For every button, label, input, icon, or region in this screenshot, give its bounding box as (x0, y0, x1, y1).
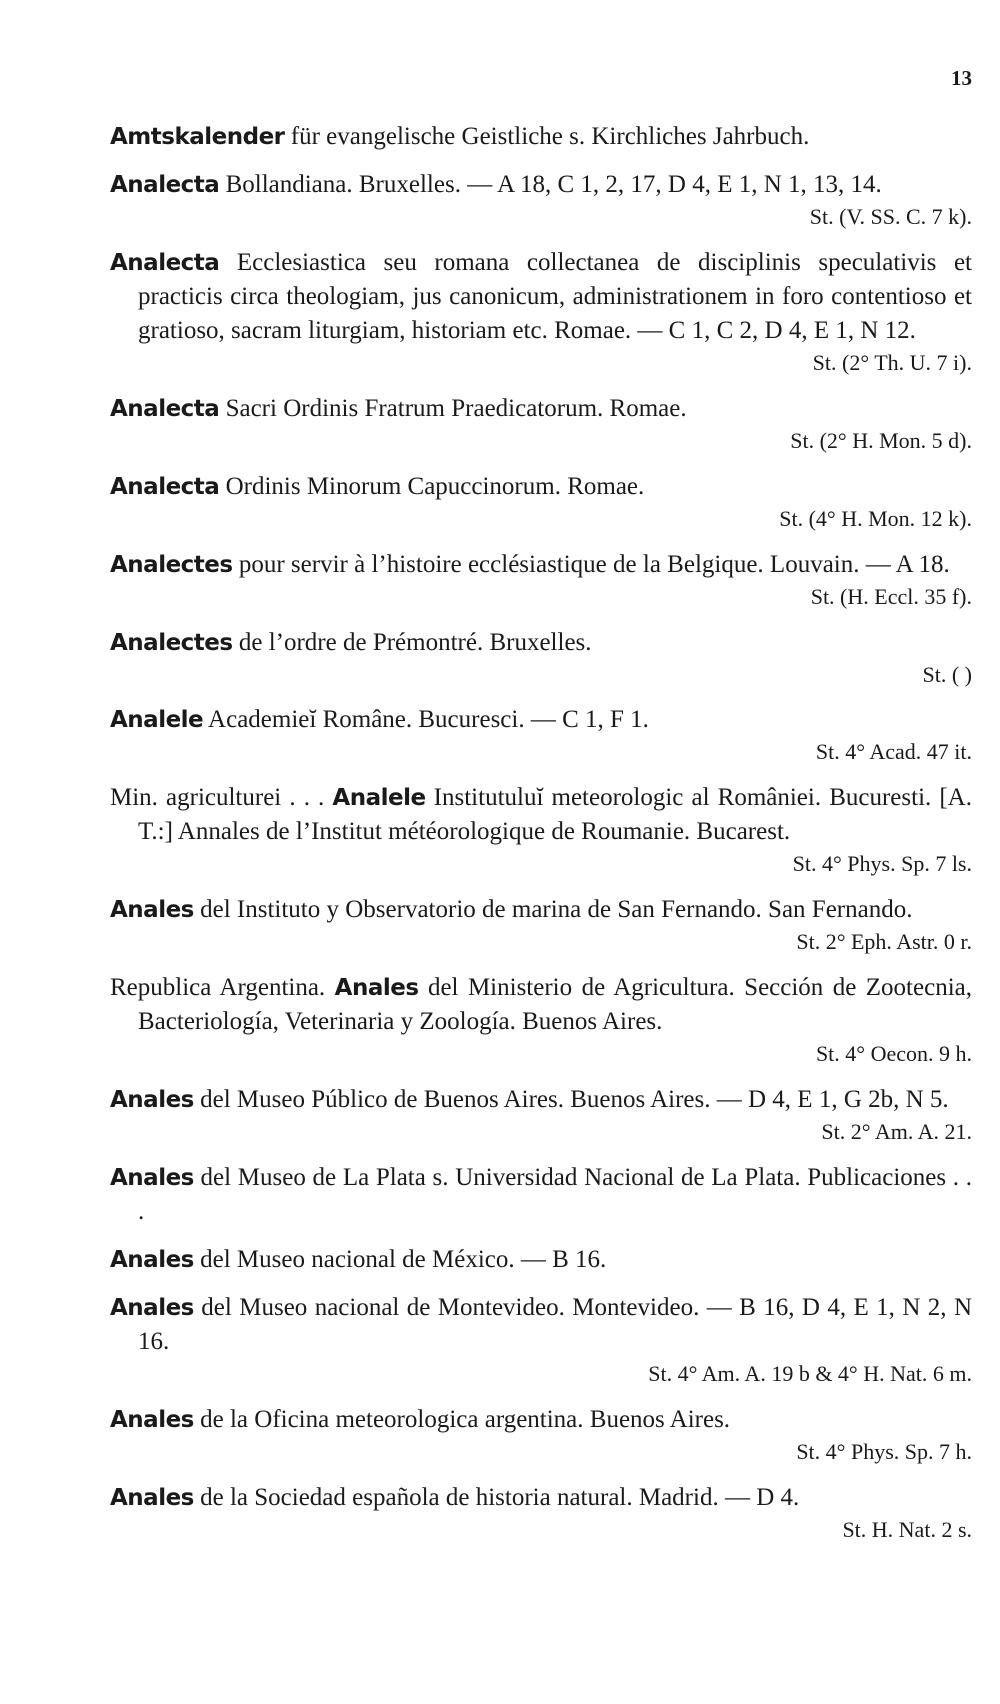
entry-keyword: Anales (110, 1246, 194, 1273)
entry-body (110, 1403, 972, 1437)
entry-body (110, 1291, 972, 1359)
catalog-entry (110, 392, 972, 456)
entry-keyword: Analecta (110, 172, 220, 198)
entry-prefix: Republica Argentina. (110, 974, 335, 1002)
entry-keyword: Analectes (110, 551, 233, 578)
catalog-entry (110, 168, 972, 232)
entry-body (110, 120, 972, 154)
entry-body (110, 1161, 972, 1229)
entry-keyword: Analecta (110, 473, 220, 500)
entry-keyword: Analele (332, 785, 426, 812)
entry-text: für evangelische Geistliche s. Kirchliches Jahrbuch. (284, 123, 810, 150)
entry-text: del Museo Público de Buenos Aires. Buenos Aires. — D 4, E 1, G 2b, N 5. (193, 1086, 949, 1114)
entry-keyword: Analecta (110, 249, 220, 276)
entry-text: del Museo nacional de México. — B 16. (193, 1245, 607, 1273)
entry-body (110, 971, 972, 1039)
entry-keyword: Anales (110, 1484, 194, 1511)
catalog-entry (110, 1083, 972, 1147)
entry-body (110, 1481, 972, 1515)
entry-text: de l’ordre de Prémontré. Bruxelles. (232, 628, 592, 656)
shelf-mark: St. (H. Eccl. 35 f). (810, 583, 972, 609)
catalog-entry (110, 781, 972, 879)
entry-text: del Ministerio de Agricultura. Sección de Zootecnia, Bacteriología, Veterinaria y Zoología. Buenos Aires. (138, 974, 972, 1036)
shelf-mark: St. (2° Th. U. 7 i). (812, 349, 972, 375)
entry-text: de la Sociedad española de historia natural. Madrid. — D 4. (193, 1483, 800, 1511)
shelf-mark: St. 4° Phys. Sp. 7 h. (796, 1438, 972, 1464)
entry-keyword: Analele (110, 707, 204, 734)
entry-keyword: Anales (110, 897, 194, 924)
page-number: 13 (951, 66, 972, 90)
catalog-entry (110, 1243, 972, 1277)
catalog-entry (110, 548, 972, 612)
shelf-mark: St. (4° H. Mon. 12 k). (779, 505, 972, 531)
entry-text: del Museo de La Plata s. Universidad Nacional de La Plata. Publicaciones . . . (138, 1163, 972, 1225)
entry-body (110, 168, 972, 202)
shelf-mark: St. (V. SS. C. 7 k). (809, 204, 972, 229)
entry-keyword: Analecta (110, 395, 220, 422)
catalog-entry (110, 246, 972, 378)
entry-text: Institutuluĭ meteorologic al României. Bucuresti. [A. T.:] Annales de l’Institut météorologique de Roumanie. Bucarest. (138, 784, 972, 846)
catalog-entry (110, 1403, 972, 1467)
catalog-entry (110, 1161, 972, 1229)
entry-keyword: Analectes (110, 629, 233, 656)
catalog-entry (110, 1481, 972, 1545)
entry-keyword: Anales (110, 1087, 194, 1114)
catalog-entries (110, 120, 972, 1559)
entry-text: Bollandiana. Bruxelles. — A 18, C 1, 2, 17, D 4, E 1, N 1, 13, 14. (219, 171, 882, 198)
shelf-mark: St. H. Nat. 2 s. (842, 1516, 972, 1542)
catalog-entry (110, 626, 972, 690)
entry-keyword: Anales (334, 975, 419, 1002)
catalog-entry (110, 971, 972, 1069)
entry-keyword: Anales (110, 1164, 194, 1191)
entry-body (110, 470, 972, 504)
entry-body (110, 893, 972, 927)
entry-text: Ecclesiastica seu romana collectanea de disciplinis speculativis et practicis circa theologiam, jus canonicum, administrationem in foro contentioso et gratioso, sacram liturgiam, historiam etc. Romae. — C 1, C 2, D 4, E 1, N 12. (138, 248, 972, 344)
shelf-mark: St. 4° Acad. 47 it. (815, 739, 972, 765)
entry-body (110, 392, 972, 426)
shelf-mark: St. 2° Am. A. 21. (821, 1119, 972, 1145)
shelf-mark: St. 2° Eph. Astr. 0 r. (796, 929, 972, 955)
entry-text: del Instituto y Observatorio de marina de San Fernando. San Fernando. (193, 896, 913, 924)
entry-keyword: Anales (110, 1294, 194, 1321)
entry-keyword: Amtskalender (110, 124, 285, 150)
shelf-mark: St. 4° Oecon. 9 h. (815, 1041, 972, 1067)
shelf-mark: St. (2° H. Mon. 5 d). (790, 427, 972, 453)
entry-body (110, 548, 972, 582)
shelf-mark: St. 4° Phys. Sp. 7 ls. (792, 851, 972, 877)
entry-keyword: Anales (110, 1406, 194, 1433)
entry-text: Sacri Ordinis Fratrum Praedicatorum. Romae. (219, 394, 687, 422)
entry-body (110, 703, 972, 737)
entry-text: Ordinis Minorum Capuccinorum. Romae. (219, 472, 645, 500)
catalog-entry (110, 120, 972, 154)
entry-text: pour servir à l’histoire ecclésiastique de la Belgique. Louvain. — A 18. (232, 550, 950, 578)
shelf-mark: St. 4° Am. A. 19 b & 4° H. Nat. 6 m. (648, 1360, 972, 1386)
entry-prefix: Min. agriculturei . . . (110, 784, 333, 812)
entry-text: del Museo nacional de Montevideo. Montevideo. — B 16, D 4, E 1, N 2, N 16. (138, 1293, 972, 1355)
catalog-entry (110, 703, 972, 767)
entry-body (110, 1083, 972, 1117)
catalog-entry (110, 470, 972, 534)
entry-text: de la Oficina meteorologica argentina. Buenos Aires. (193, 1405, 731, 1433)
entry-body (110, 626, 972, 660)
entry-body (110, 246, 972, 348)
entry-body (110, 1243, 972, 1277)
catalog-entry (110, 893, 972, 957)
entry-text: Academieĭ Române. Bucuresci. — C 1, F 1. (203, 706, 649, 734)
entry-body (110, 781, 972, 849)
catalog-entry (110, 1291, 972, 1389)
shelf-mark: St. ( ) (922, 661, 972, 687)
